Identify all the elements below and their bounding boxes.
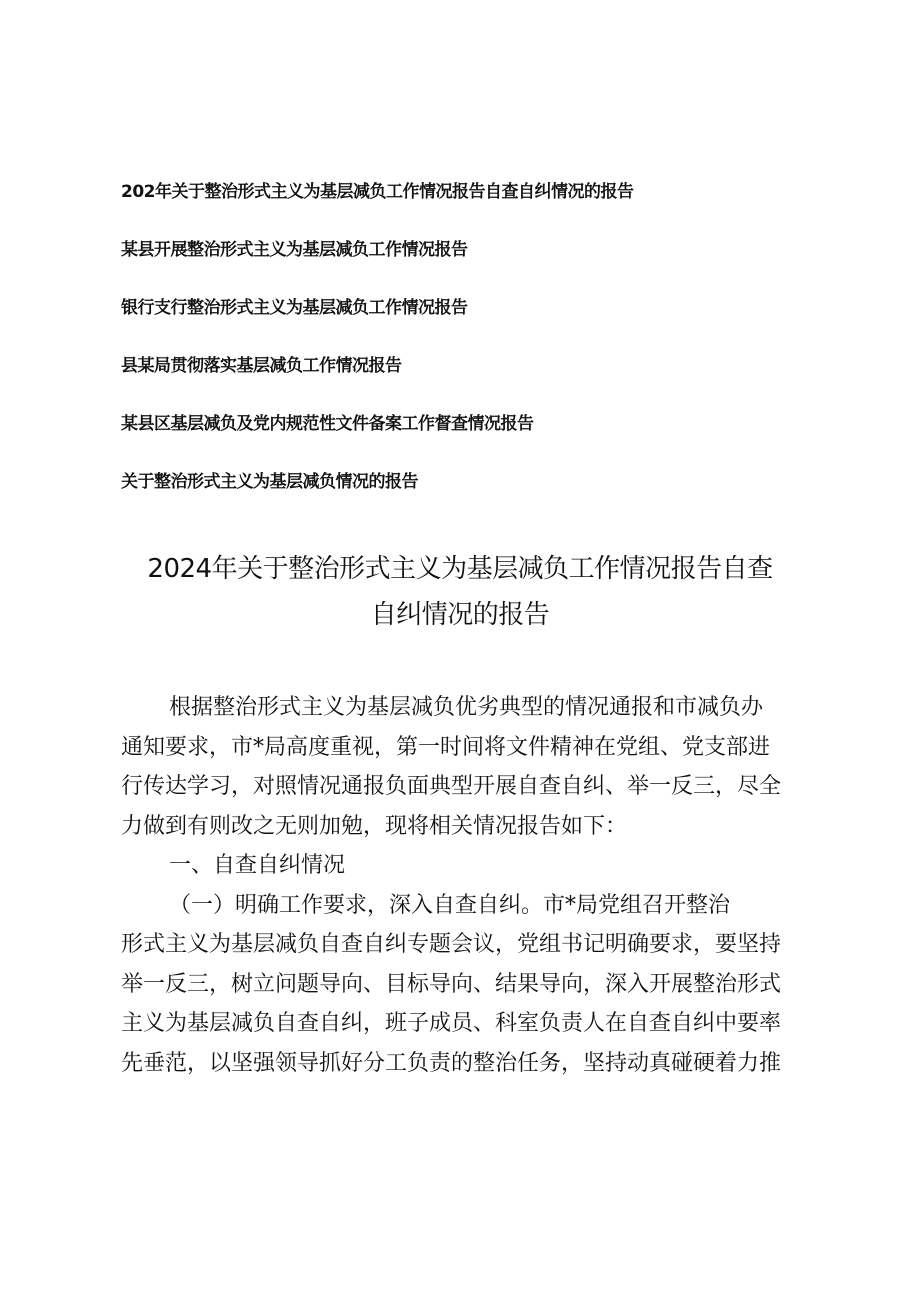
toc-item: 某县开展整治形式主义为基层减负工作情况报告 [121,240,468,260]
paragraph-line: 通知要求，市*局高度重视，第一时间将文件精神在党组、党支部进 [121,734,771,760]
section-heading: 一、自查自纠情况 [169,853,346,878]
document-title [60,546,860,638]
toc-item: 关于整治形式主义为基层减负情况的报告 [121,472,418,492]
paragraph-line: （一）明确工作要求，深入自查自纠。市*局党组召开整治 [169,892,731,918]
paragraph-line: 形式主义为基层减负自查自纠专题会议，党组书记明确要求，要坚持 [121,932,782,957]
paragraph-line: 根据整治形式主义为基层减负优劣典型的情况通报和市减负办 [169,695,764,720]
table-of-contents [121,180,821,528]
toc-item: 某县区基层减负及党内规范性文件备案工作督查情况报告 [121,414,534,434]
paragraph-line: 主义为基层减负自查自纠，班子成员、科室负责人在自查自纠中要率 [121,1011,782,1036]
paragraph-line: 举一反三，树立问题导向、目标导向、结果导向，深入开展整治形式 [121,971,782,997]
paragraph-line: 力做到有则改之无则加勉，现将相关情况报告如下： [121,813,628,839]
toc-item: 县某局贯彻落实基层减负工作情况报告 [121,356,402,376]
title-line-2: 自纠情况的报告 [370,600,550,630]
paragraph-line: 行传达学习，对照情况通报负面典型开展自查自纠、举一反三，尽全 [121,774,782,799]
toc-item: 银行支行整治形式主义为基层减负工作情况报告 [121,298,468,318]
title-line-1: 2024年关于整治形式主义为基层减负工作情况报告自查 [147,554,773,584]
body-text [121,688,801,1083]
paragraph-line: 先垂范，以坚强领导抓好分工负责的整治任务，坚持动真碰硬着力推 [121,1050,782,1076]
toc-item: 202年关于整治形式主义为基层减负工作情况报告自查自纠情况的报告 [121,182,634,202]
